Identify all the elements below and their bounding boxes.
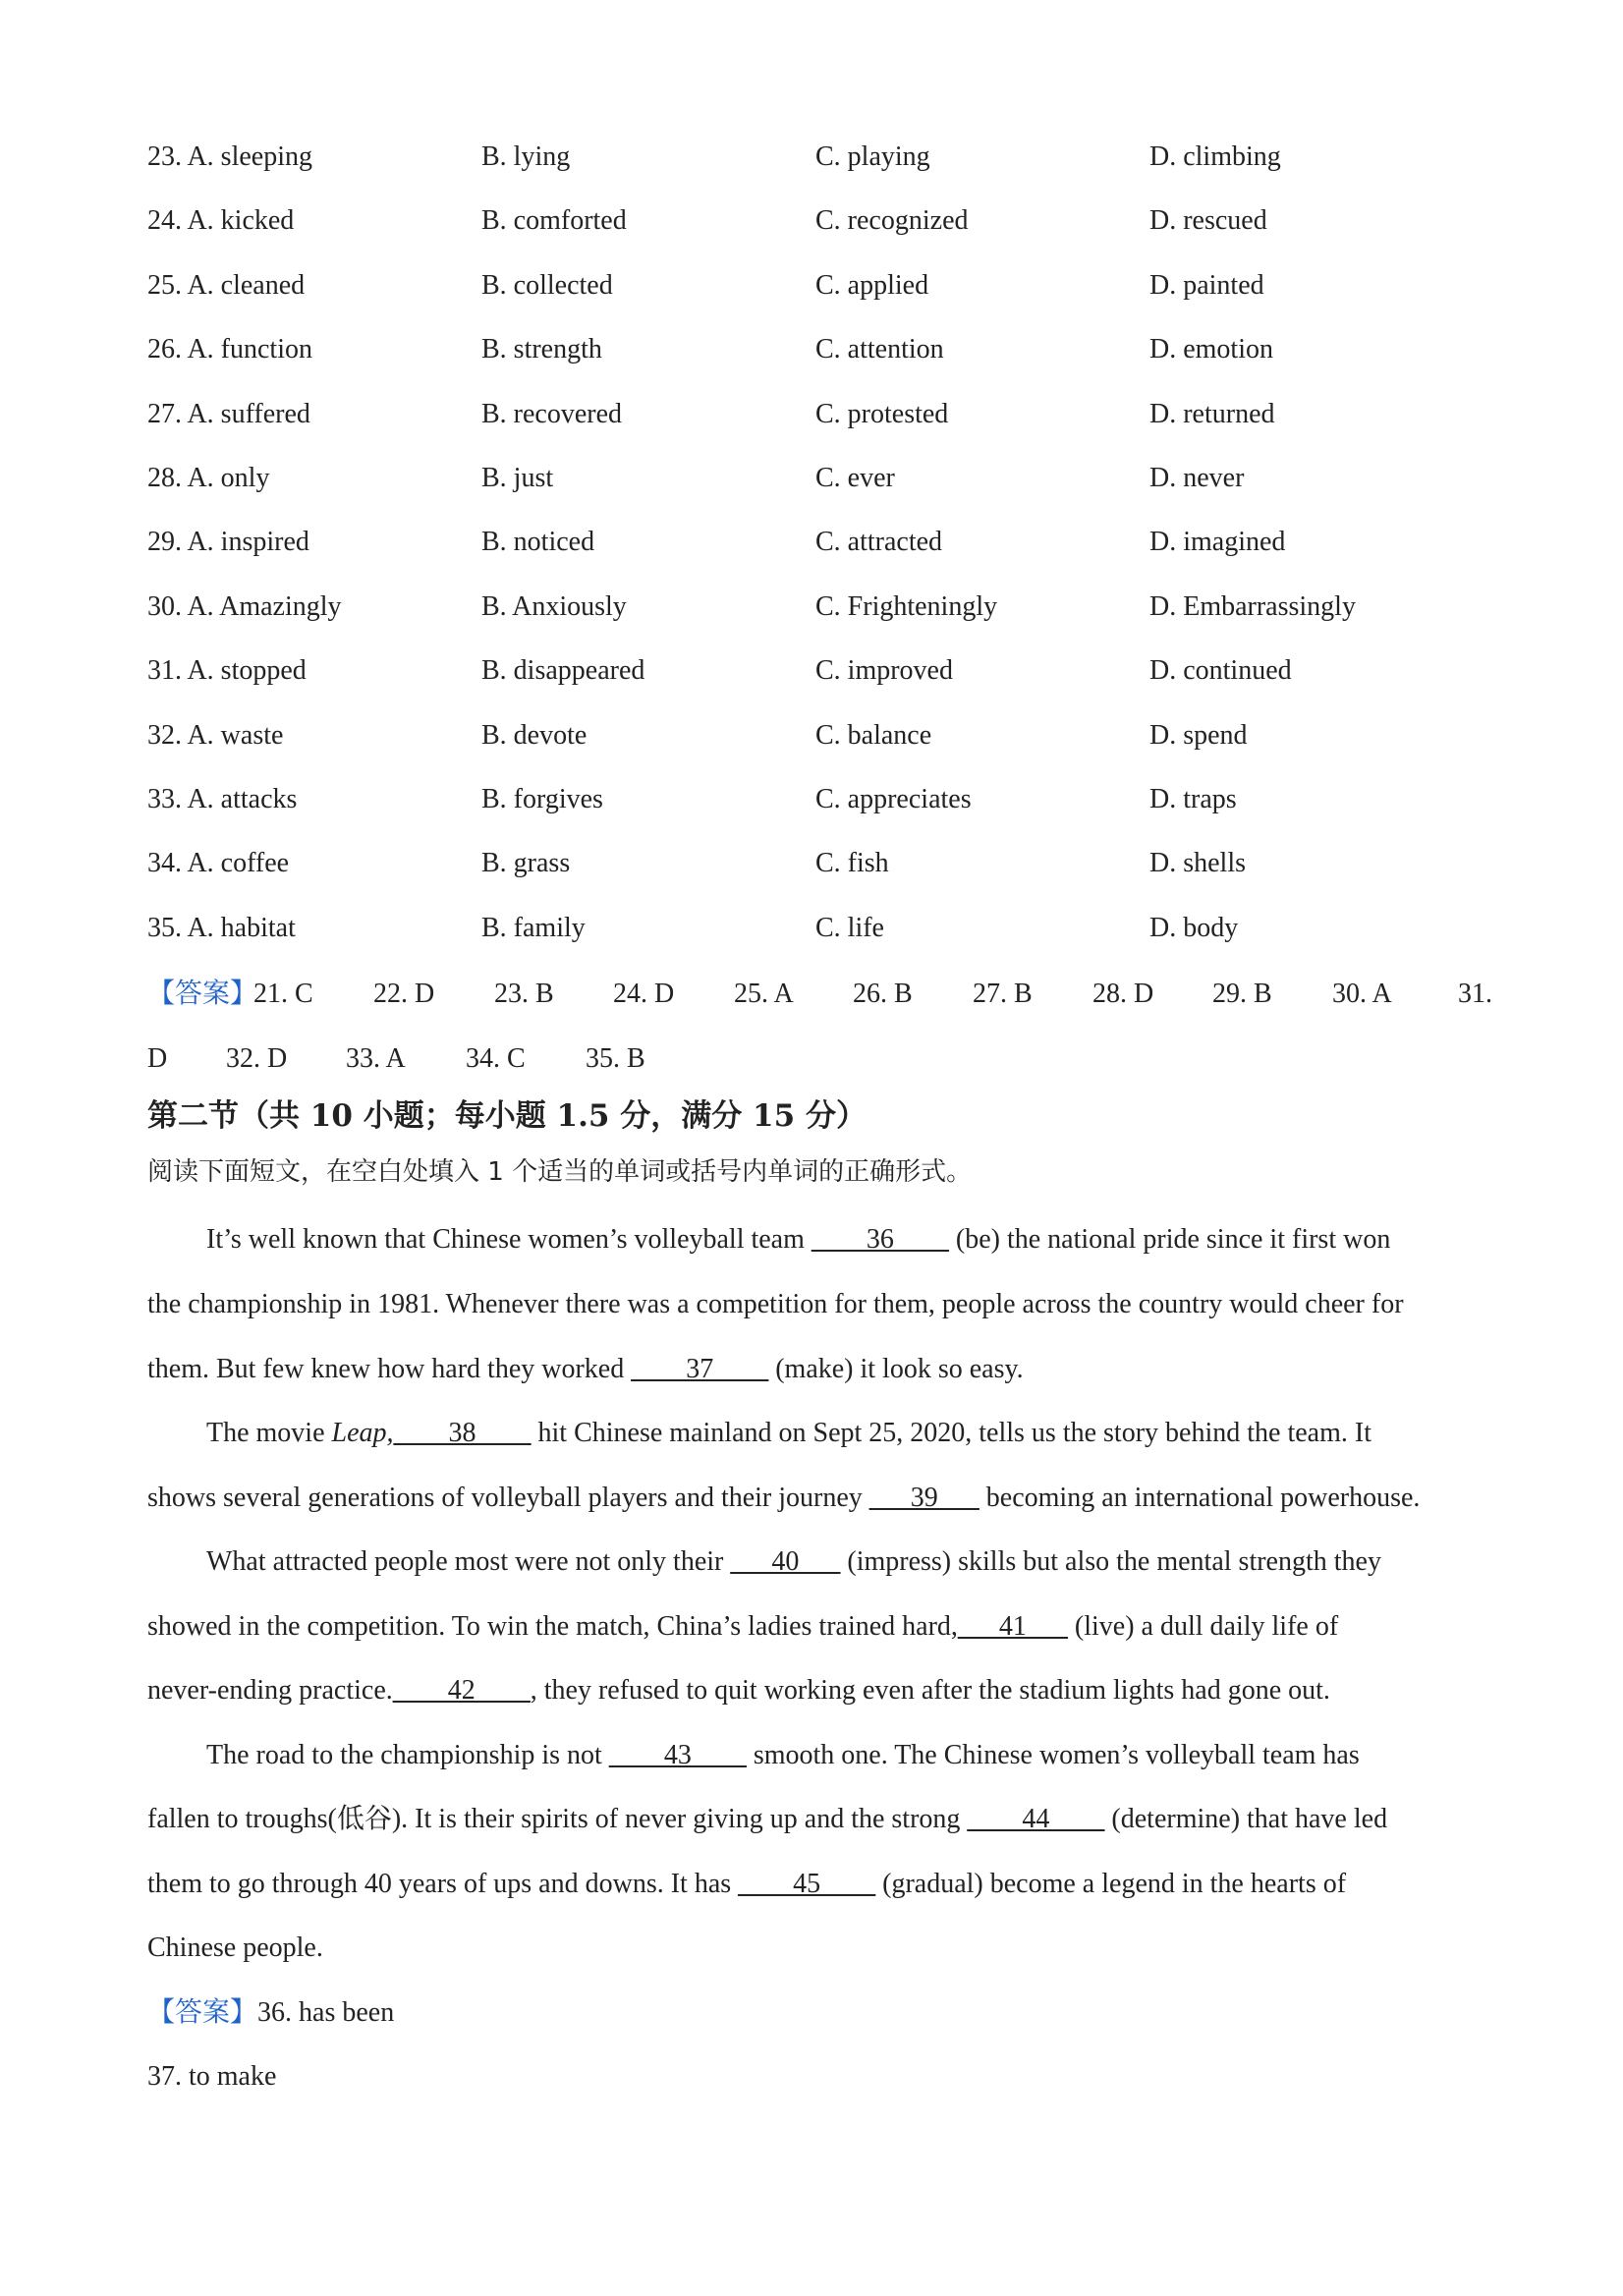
movie-title: Leap, <box>331 1418 394 1448</box>
option-b: B. recovered <box>481 398 623 429</box>
answer-key-37: 37. to make <box>147 2061 277 2092</box>
passage-text: (be) the national pride since it first won <box>948 1224 1391 1255</box>
passage-text: (gradual) become a legend in the hearts of <box>875 1869 1347 1899</box>
option-a: 26. A. function <box>147 334 312 365</box>
option-d: D. shells <box>1149 848 1246 879</box>
option-a: 31. A. stopped <box>147 655 307 687</box>
blank-40: ___40___ <box>730 1546 841 1577</box>
blank-37: ____37____ <box>631 1354 769 1384</box>
option-a: 33. A. attacks <box>147 783 298 814</box>
answer-key-36 <box>147 1991 394 2035</box>
option-b: B. disappeared <box>481 655 645 687</box>
option-c: C. recognized <box>815 205 969 237</box>
question-row <box>147 714 1503 778</box>
passage-line <box>206 1218 1390 1261</box>
passage-text: What attracted people most were not only their <box>206 1546 731 1577</box>
answer-item: 25. A <box>734 979 794 1009</box>
option-c: C. playing <box>815 141 930 172</box>
option-a: 35. A. habitat <box>147 912 296 943</box>
option-d: D. spend <box>1149 719 1248 751</box>
passage-line <box>147 1477 1420 1520</box>
option-a: 27. A. suffered <box>147 398 310 429</box>
question-row <box>147 649 1503 713</box>
passage-line <box>147 1669 1330 1712</box>
option-b: B. grass <box>481 848 571 879</box>
question-row <box>147 778 1503 842</box>
option-d: D. climbing <box>1149 141 1281 172</box>
blank-45: ____45____ <box>738 1869 876 1899</box>
answer-tag: 【答案】 <box>147 979 258 1009</box>
instruction-text: 阅读下面短文，在空白处填入 1 个适当的单词或括号内单词的正确形式。 <box>147 1157 973 1187</box>
option-c: C. attracted <box>815 527 943 558</box>
passage-text: hit Chinese mainland on Sept 25, 2020, tells us the story behind the team. It <box>531 1418 1371 1448</box>
question-row <box>147 393 1503 457</box>
passage-text: , they refused to quit working even after the stadium lights had gone out. <box>530 1675 1330 1706</box>
option-b: B. strength <box>481 334 602 365</box>
answer-item: 22. D <box>373 979 435 1009</box>
passage-text: The movie <box>206 1418 332 1448</box>
passage-line: Chinese people. <box>147 1932 323 1963</box>
option-b: B. collected <box>481 269 613 301</box>
passage-text: them to go through 40 years of ups and downs. It has <box>147 1869 739 1899</box>
option-b: B. devote <box>481 719 588 751</box>
option-a: 34. A. coffee <box>147 848 290 879</box>
passage-text: (live) a dull daily life of <box>1067 1611 1339 1642</box>
passage-text: never-ending practice. <box>147 1675 393 1706</box>
answer-key-line-2 <box>147 1037 1503 1081</box>
answer-item: 21. C <box>253 979 313 1009</box>
passage-text: (determine) that have led <box>1104 1804 1388 1834</box>
blank-42: ____42____ <box>392 1675 531 1706</box>
answer-item: 32. D <box>226 1043 288 1074</box>
option-c: C. applied <box>815 269 929 301</box>
answer-item: 31. <box>1458 979 1492 1009</box>
option-a: 23. A. sleeping <box>147 141 312 172</box>
passage-text: them. But few knew how hard they worked <box>147 1354 632 1384</box>
question-row <box>147 328 1503 392</box>
answer-item: 34. C <box>466 1043 526 1074</box>
answer-tag: 【答案】 <box>147 1997 258 2028</box>
answer-item: 30. A <box>1332 979 1392 1009</box>
passage-text: The road to the championship is not <box>206 1740 609 1770</box>
option-d: D. emotion <box>1149 334 1273 365</box>
answer-key-line-1 <box>147 973 1503 1016</box>
option-a: 32. A. waste <box>147 719 284 751</box>
question-row <box>147 457 1503 521</box>
blank-44: ____44____ <box>967 1804 1105 1834</box>
blank-41: ___41___ <box>957 1611 1068 1642</box>
section-title: 第二节（共 10 小题；每小题 1.5 分，满分 15 分） <box>147 1098 867 1134</box>
passage-text: becoming an international powerhouse. <box>979 1483 1421 1513</box>
option-a: 28. A. only <box>147 462 270 493</box>
option-d: D. Embarrassingly <box>1149 590 1356 622</box>
option-c: C. protested <box>815 398 949 429</box>
passage-line <box>206 1540 1381 1584</box>
answer-item: 27. B <box>973 979 1033 1009</box>
answer-item: 23. B <box>494 979 554 1009</box>
answer-item: D <box>147 1043 168 1074</box>
blank-38: ____38____ <box>393 1418 532 1448</box>
option-d: D. painted <box>1149 269 1264 301</box>
passage-text: showed in the competition. To win the match, China’s ladies trained hard, <box>147 1611 958 1642</box>
question-row <box>147 842 1503 906</box>
answer-item: 26. B <box>853 979 913 1009</box>
option-a: 30. A. Amazingly <box>147 590 342 622</box>
answer-item: 33. A <box>346 1043 406 1074</box>
option-a: 25. A. cleaned <box>147 269 306 301</box>
passage-line <box>206 1734 1360 1777</box>
option-d: D. never <box>1149 462 1245 493</box>
option-b: B. Anxiously <box>481 590 627 622</box>
option-b: B. lying <box>481 141 571 172</box>
question-row <box>147 136 1503 199</box>
option-d: D. continued <box>1149 655 1292 687</box>
option-c: C. life <box>815 912 884 943</box>
option-a: 24. A. kicked <box>147 205 295 237</box>
blank-39: ___39___ <box>868 1483 979 1513</box>
answer-item: 28. D <box>1092 979 1154 1009</box>
option-d: D. returned <box>1149 398 1275 429</box>
option-c: C. improved <box>815 655 953 687</box>
passage-line <box>206 1412 1371 1455</box>
option-a: 29. A. inspired <box>147 527 309 558</box>
option-b: B. noticed <box>481 527 595 558</box>
option-c: C. ever <box>815 462 895 493</box>
multiple-choice-options <box>147 136 1503 971</box>
option-d: D. body <box>1149 912 1239 943</box>
passage-line: the championship in 1981. Whenever there was a competition for them, people across the country would cheer for <box>147 1289 1404 1319</box>
question-row <box>147 264 1503 328</box>
blank-43: ____43____ <box>608 1740 747 1770</box>
option-b: B. family <box>481 912 586 943</box>
option-d: D. traps <box>1149 783 1237 814</box>
answer-item: 24. D <box>613 979 675 1009</box>
answer-item: 35. B <box>586 1043 645 1074</box>
passage-text: (make) it look so easy. <box>768 1354 1024 1384</box>
option-d: D. imagined <box>1149 527 1286 558</box>
option-c: C. Frighteningly <box>815 590 998 622</box>
passage-text: smooth one. The Chinese women’s volleyball team has <box>746 1740 1360 1770</box>
passage-text: shows several generations of volleyball players and their journey <box>147 1483 869 1513</box>
blank-36: ____36____ <box>811 1224 949 1255</box>
passage-text: It’s well known that Chinese women’s volleyball team <box>206 1224 812 1255</box>
passage-text: fallen to troughs(低谷). It is their spirits of never giving up and the strong <box>147 1804 968 1834</box>
option-d: D. rescued <box>1149 205 1267 237</box>
option-c: C. attention <box>815 334 944 365</box>
question-row <box>147 199 1503 263</box>
passage-line <box>147 1863 1346 1906</box>
option-b: B. just <box>481 462 554 493</box>
answer-item: 29. B <box>1212 979 1272 1009</box>
passage-line <box>147 1605 1338 1649</box>
option-c: C. balance <box>815 719 932 751</box>
question-row <box>147 521 1503 585</box>
passage-line <box>147 1798 1387 1841</box>
option-b: B. comforted <box>481 205 627 237</box>
passage-text: (impress) skills but also the mental strength they <box>840 1546 1381 1577</box>
option-c: C. fish <box>815 848 889 879</box>
question-row <box>147 586 1503 649</box>
option-b: B. forgives <box>481 783 603 814</box>
answer-text: 36. has been <box>257 1997 395 2028</box>
passage-line <box>147 1348 1024 1391</box>
option-c: C. appreciates <box>815 783 972 814</box>
question-row <box>147 907 1503 971</box>
